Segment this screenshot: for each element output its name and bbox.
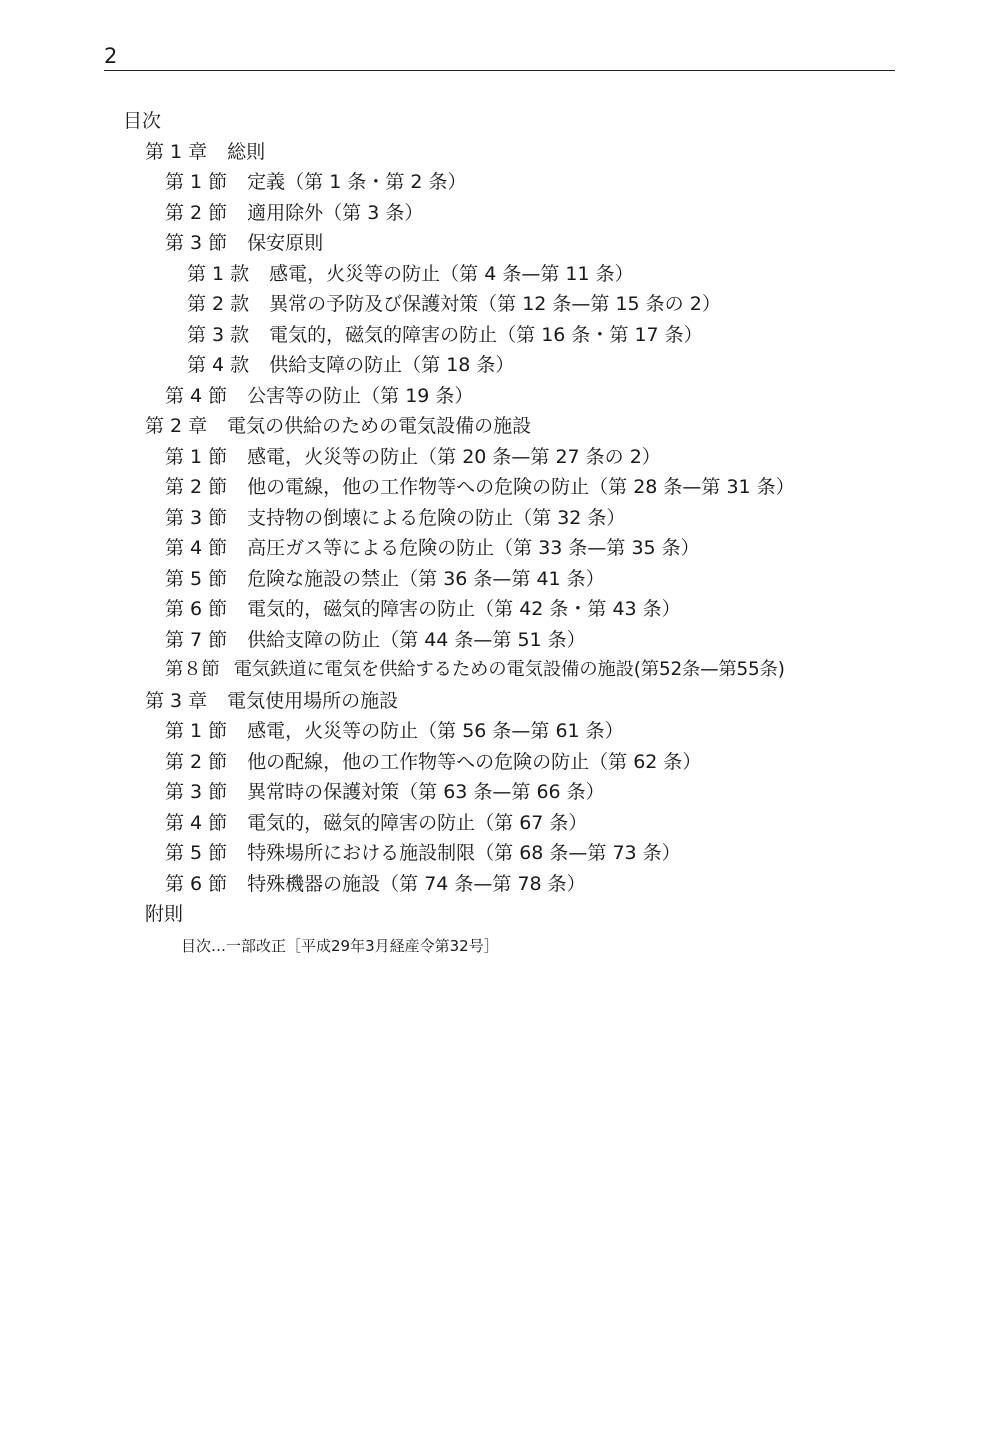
subsection-number: 第 2 款: [187, 293, 250, 315]
section-number: 第 3 節: [165, 232, 228, 254]
section-title: 特殊機器の施設（第 74 条—第 78 条）: [247, 872, 586, 895]
toc-section: [0, 503, 1008, 534]
section-number: 第 6 節: [165, 598, 228, 620]
section-title: 他の配線，他の工作物等への危険の防止（第 62 条）: [247, 750, 702, 773]
toc-heading: 目次: [123, 110, 162, 132]
section-number: 第 4 節: [165, 811, 228, 834]
subsection-title: 感電，火災等の防止（第 4 条—第 11 条）: [269, 262, 634, 285]
section-title: 危険な施設の禁止（第 36 条—第 41 条）: [247, 567, 605, 590]
table-of-contents: [0, 106, 1008, 930]
chapter-number: 第 1 章: [145, 140, 208, 163]
subsection-number: 第 1 款: [187, 262, 250, 285]
chapter-number: 第 3 章: [145, 689, 208, 712]
toc-supplementary: 附則: [145, 903, 184, 925]
section-number: 第 5 節: [165, 567, 228, 590]
section-title: 保安原則: [247, 232, 324, 254]
toc-subsection: [0, 289, 1008, 320]
chapter-title: 電気の供給のための電気設備の施設: [227, 415, 532, 437]
section-title: 公害等の防止（第 19 条）: [247, 384, 474, 407]
toc-chapter-2: [0, 411, 1008, 442]
section-title: 異常時の保護対策（第 63 条—第 66 条）: [247, 781, 605, 803]
toc-section: [0, 808, 1008, 839]
section-title: 定義（第 1 条・第 2 条）: [247, 171, 467, 193]
toc-section: [0, 472, 1008, 503]
toc-section: [0, 381, 1008, 412]
section-title: 適用除外（第 3 条）: [247, 201, 424, 224]
toc-chapter-3: [0, 686, 1008, 717]
section-number: 第 2 節: [165, 750, 228, 773]
section-title: 支持物の倒壊による危険の防止（第 32 条）: [247, 506, 626, 529]
section-number: 第 2 節: [165, 201, 228, 224]
section-number: 第 5 節: [165, 842, 228, 864]
section-number: 第 6 節: [165, 872, 228, 895]
section-title: 電気鉄道に電気を供給するための電気設備の施設(第52条—第55条): [233, 659, 785, 680]
toc-section: [0, 594, 1008, 625]
subsection-title: 供給支障の防止（第 18 条）: [269, 354, 515, 376]
section-number: 第 1 節: [165, 720, 228, 742]
section-number: 第 3 節: [165, 506, 228, 529]
section-number: 第 1 節: [165, 445, 228, 468]
toc-section: [0, 198, 1008, 229]
toc-section: [0, 625, 1008, 656]
toc-subsection: [0, 320, 1008, 351]
toc-section: [0, 716, 1008, 747]
page-number: 2: [104, 44, 118, 68]
chapter-number: 第 2 章: [145, 415, 208, 437]
section-number: 第 3 節: [165, 781, 228, 803]
section-title: 特殊場所における施設制限（第 68 条—第 73 条）: [247, 842, 681, 864]
toc-section: [0, 533, 1008, 564]
header-rule: [104, 70, 895, 71]
section-number: 第 2 節: [165, 476, 228, 498]
section-title: 電気的，磁気的障害の防止（第 42 条・第 43 条）: [247, 598, 681, 620]
toc-subsection: [0, 350, 1008, 381]
subsection-number: 第 4 款: [187, 354, 250, 376]
toc-chapter-1: [0, 137, 1008, 168]
toc-section: [0, 442, 1008, 473]
chapter-title: 電気使用場所の施設: [227, 689, 399, 712]
section-number: 第 7 節: [165, 628, 228, 651]
toc-section: [0, 228, 1008, 259]
toc-section: [0, 869, 1008, 900]
amendment-note: 目次…一部改正［平成29年3月経産令第32号］: [181, 937, 499, 955]
subsection-title: 異常の予防及び保護対策（第 12 条—第 15 条の 2）: [269, 293, 721, 315]
section-number: 第８節: [165, 659, 220, 680]
toc-subsection: [0, 259, 1008, 290]
toc-section: [0, 747, 1008, 778]
section-title: 電気的，磁気的障害の防止（第 67 条）: [247, 811, 588, 834]
chapter-title: 総則: [227, 140, 266, 163]
section-title: 他の電線，他の工作物等への危険の防止（第 28 条—第 31 条）: [247, 476, 795, 498]
toc-section: [0, 777, 1008, 808]
section-title: 高圧ガス等による危険の防止（第 33 条—第 35 条）: [247, 537, 700, 559]
toc-section: [0, 838, 1008, 869]
section-title: 感電，火災等の防止（第 20 条—第 27 条の 2）: [247, 445, 661, 468]
section-title: 感電，火災等の防止（第 56 条—第 61 条）: [247, 720, 624, 742]
toc-section: [0, 564, 1008, 595]
section-number: 第 4 節: [165, 537, 228, 559]
subsection-title: 電気的，磁気的障害の防止（第 16 条・第 17 条）: [269, 323, 703, 346]
toc-section: [0, 655, 1008, 686]
section-number: 第 4 節: [165, 384, 228, 407]
subsection-number: 第 3 款: [187, 323, 250, 346]
section-number: 第 1 節: [165, 171, 228, 193]
toc-section: [0, 167, 1008, 198]
section-title: 供給支障の防止（第 44 条—第 51 条）: [247, 628, 586, 651]
